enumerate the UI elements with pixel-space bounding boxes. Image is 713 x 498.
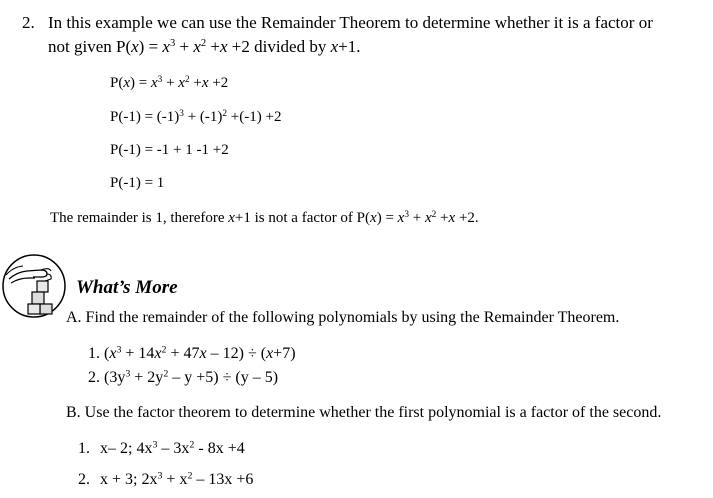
problem-number: 2.: [22, 13, 35, 32]
hand-stacking-blocks-icon: [1, 253, 67, 319]
part-a-item-2: 2. $(3y^3 + 2y^2 - y +5) \div (y - 5)$: [88, 368, 279, 386]
part-b-instruction: B. Use the factor theorem to determine whether the first polynomial is a factor of the second.: [66, 404, 662, 421]
problem-text-line1: In this example we can use the Remainder Theorem to determine whether it is a factor or: [48, 13, 653, 32]
part-b-item-2: 2. x + 3; $2x^3 + x^2 - 13x +6$: [78, 470, 254, 488]
part-a-item-1: 1. $(x^3 + 14x^2 + 47x - 12) \div (x+7)$: [88, 344, 296, 362]
step-4: P(-1) = 1: [110, 175, 165, 191]
step-3: P(-1) = -1 + 1 -1 +2: [110, 142, 229, 158]
conclusion: The remainder is 1, therefore x+1 is not a factor of $P(x) = x^3 + x^2 +x +2$.: [50, 209, 479, 226]
part-a-instruction: A. Find the remainder of the following polynomials by using the Remainder Theorem.: [66, 309, 620, 326]
problem-text-line2: not given $P(x) = x^3 + x^2 +x +2$ divided by x+1.: [48, 37, 361, 56]
step-2: $P(-1) = (-1)^3 + (-1)^2 +(-1) +2$: [110, 108, 282, 125]
section-title: What’s More: [76, 277, 178, 298]
step-1: $P(x) = x^3 + x^2 +x +2$: [110, 74, 229, 91]
part-b-item-1: 1. x– 2; $4x^3 - 3x^2 - 8x +4$: [78, 439, 245, 457]
